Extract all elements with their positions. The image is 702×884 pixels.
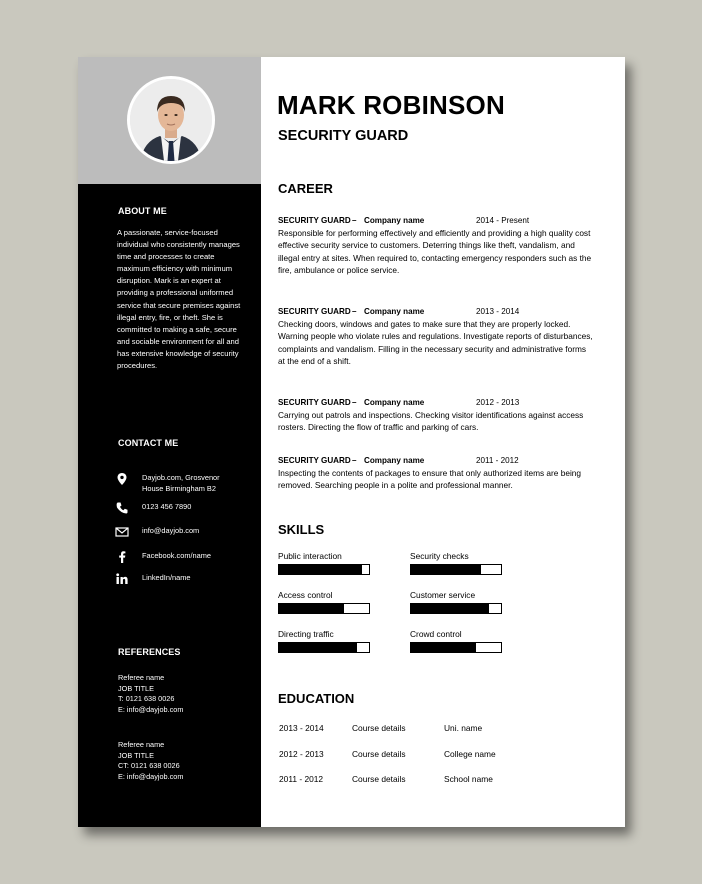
referee-phone: T: 0121 638 0026 bbox=[118, 694, 175, 704]
skill-bar-fill bbox=[411, 643, 476, 652]
facebook-text: Facebook.com/name bbox=[142, 551, 212, 560]
edu-course: Course details bbox=[352, 749, 406, 759]
job-description: Checking doors, windows and gates to make sure that they are properly locked. Warning people who violate rules and regulations. Investigate reports of disturbances, complaints and vandalism. Filling in the necessary security and administrative forms at the end of a shift. bbox=[278, 319, 593, 366]
skill-bar bbox=[410, 642, 502, 653]
skill-bar bbox=[278, 603, 370, 614]
reference-1 bbox=[118, 673, 183, 715]
career-heading: CAREER bbox=[278, 181, 333, 196]
job-company: Company name bbox=[364, 456, 425, 465]
job-dates: 2012 - 2013 bbox=[476, 398, 520, 407]
job-description: Inspecting the contents of packages to ensure that only authorized items are being removed. Searching people in a polite and professional manner. bbox=[278, 468, 582, 491]
job-entry bbox=[278, 215, 593, 276]
job-role: SECURITY GUARD bbox=[278, 307, 351, 316]
referee-job: JOB TITLE bbox=[118, 683, 154, 693]
job-role: SECURITY GUARD bbox=[278, 398, 351, 407]
skill-bar bbox=[410, 564, 502, 575]
job-description: Responsible for performing effectively and efficiently and providing a high quality cost effective security service to customers. Deterring things like theft, vandalism, and illegal entry at sites. When required to, contacting emergency responders such as the fire, ambulance or police service. bbox=[278, 228, 592, 275]
edu-years: 2011 - 2012 bbox=[279, 774, 324, 784]
skill-label: Customer service bbox=[410, 590, 476, 600]
skill-item bbox=[410, 590, 505, 614]
referee-name: Referee name bbox=[118, 740, 165, 749]
edu-years: 2012 - 2013 bbox=[279, 749, 324, 759]
job-dates: 2011 - 2012 bbox=[476, 456, 519, 465]
envelope-icon bbox=[115, 525, 129, 539]
job-company: Company name bbox=[364, 307, 425, 316]
referee-phone: CT: 0121 638 0026 bbox=[118, 761, 180, 771]
references-heading: REFERENCES bbox=[118, 647, 181, 657]
referee-email: E: info@dayjob.com bbox=[118, 771, 184, 781]
address-line-2: House Birmingham B2 bbox=[142, 483, 216, 493]
edu-course: Course details bbox=[352, 723, 406, 733]
job-role: SECURITY GUARD bbox=[278, 456, 351, 465]
profile-photo bbox=[130, 79, 212, 161]
job-company: Company name bbox=[364, 216, 425, 225]
job-dates: 2014 - Present bbox=[476, 216, 530, 225]
skill-bar-fill bbox=[279, 643, 357, 652]
skill-bar bbox=[278, 642, 370, 653]
linkedin-icon bbox=[115, 572, 129, 586]
edu-school: Uni. name bbox=[444, 723, 483, 733]
avatar bbox=[127, 76, 215, 164]
job-entry bbox=[278, 397, 593, 434]
skill-bar-fill bbox=[411, 565, 481, 574]
job-dash: – bbox=[352, 398, 357, 407]
referee-job: JOB TITLE bbox=[118, 750, 154, 760]
contact-heading: CONTACT ME bbox=[118, 438, 179, 448]
edu-school: School name bbox=[444, 774, 493, 784]
job-entry bbox=[278, 455, 593, 492]
job-role: SECURITY GUARD bbox=[278, 216, 351, 225]
skill-item bbox=[278, 551, 373, 575]
job-entry bbox=[278, 306, 593, 367]
skill-label: Crowd control bbox=[410, 629, 462, 639]
skill-item bbox=[278, 629, 373, 653]
reference-2 bbox=[118, 740, 183, 782]
linkedin-text: LinkedIn/name bbox=[142, 573, 191, 582]
about-heading: ABOUT ME bbox=[118, 206, 167, 216]
edu-years: 2013 - 2014 bbox=[279, 723, 324, 733]
resume-page bbox=[78, 57, 625, 827]
job-dash: – bbox=[352, 456, 357, 465]
edu-school: College name bbox=[444, 749, 496, 759]
sidebar bbox=[78, 57, 261, 827]
skill-bar-fill bbox=[279, 604, 344, 613]
skill-bar-fill bbox=[279, 565, 362, 574]
candidate-title: SECURITY GUARD bbox=[278, 128, 409, 144]
skill-bar-fill bbox=[411, 604, 489, 613]
about-text: A passionate, service-focused individual who consistently manages time and processes to create maximum efficiency with minimum disruption. Mark is an expert at providing a professional uniformed service that secure premises against illegal entry, fire, or theft. She is committed to making a safe, secure and sociable environment for all and has extensive knowledge of security procedures. bbox=[117, 228, 241, 371]
candidate-name: MARK ROBINSON bbox=[277, 90, 505, 120]
skill-label: Public interaction bbox=[278, 551, 342, 561]
education-heading: EDUCATION bbox=[278, 691, 355, 706]
map-pin-icon bbox=[115, 472, 129, 486]
job-company: Company name bbox=[364, 398, 425, 407]
job-dash: – bbox=[352, 216, 357, 225]
phone-icon bbox=[115, 501, 129, 515]
skill-bar bbox=[410, 603, 502, 614]
edu-course: Course details bbox=[352, 774, 406, 784]
skill-item bbox=[410, 551, 505, 575]
skill-label: Access control bbox=[278, 590, 333, 600]
skill-item bbox=[278, 590, 373, 614]
skills-heading: SKILLS bbox=[278, 522, 325, 537]
email-text: info@dayjob.com bbox=[142, 526, 200, 535]
skill-label: Security checks bbox=[410, 551, 469, 561]
phone-text: 0123 456 7890 bbox=[142, 502, 192, 511]
job-dates: 2013 - 2014 bbox=[476, 307, 520, 316]
skill-bar bbox=[278, 564, 370, 575]
facebook-icon bbox=[115, 550, 129, 564]
job-description: Carrying out patrols and inspections. Checking visitor identifications against access rosters. Directing the flow of traffic and parking of cars. bbox=[278, 410, 584, 433]
referee-name: Referee name bbox=[118, 673, 165, 682]
referee-email: E: info@dayjob.com bbox=[118, 704, 184, 714]
job-dash: – bbox=[352, 307, 357, 316]
skill-item bbox=[410, 629, 505, 653]
photo-band bbox=[78, 57, 261, 184]
address-line-1: Dayjob.com, Grosvenor bbox=[142, 473, 220, 482]
skill-label: Directing traffic bbox=[278, 629, 334, 639]
